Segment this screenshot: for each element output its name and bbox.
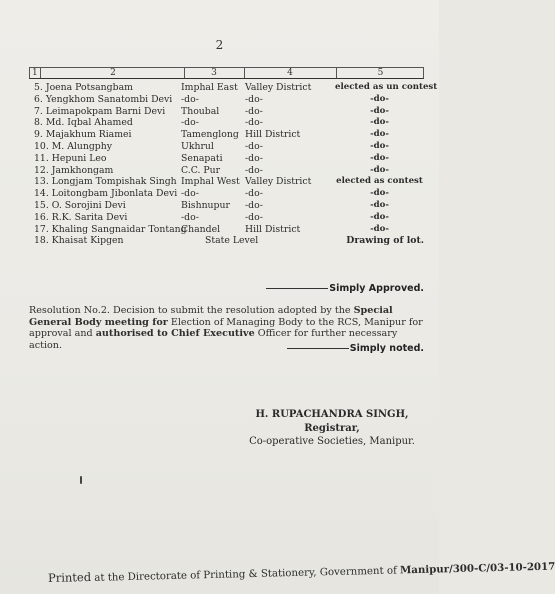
member-district: Chandel	[181, 223, 221, 235]
table-row	[29, 129, 424, 141]
member-name	[34, 212, 127, 224]
member-remark: elected as un contest	[335, 82, 438, 92]
serial-number: 8.	[34, 117, 43, 129]
table-row	[29, 224, 424, 236]
member-name-text: M. Alungphy	[51, 140, 113, 152]
serial-number: 18.	[34, 235, 49, 247]
member-name-text: Jamkhongam	[51, 164, 114, 176]
member-name	[34, 188, 177, 200]
footer-text: at the Directorate of Printing & Stationery, Government of	[90, 565, 401, 584]
member-name	[34, 235, 124, 247]
member-constituency: -do-	[245, 105, 263, 117]
member-constituency: -do-	[245, 93, 263, 105]
member-name-text: Khaling Sangnaidar Tontang	[51, 223, 187, 235]
member-name	[34, 141, 112, 153]
serial-number: 6.	[34, 93, 43, 105]
resolution-text-1: Resolution No.2. Decision to submit the resolution adopted by the	[29, 305, 354, 316]
serial-number: 14.	[34, 188, 49, 200]
member-name	[34, 153, 107, 165]
member-name	[34, 176, 177, 188]
resolution-text-3: Officer for further necessary action.	[29, 328, 398, 351]
table-row	[29, 117, 424, 129]
member-name	[34, 117, 133, 129]
member-remark: -do-	[370, 223, 389, 234]
serial-number: 7.	[34, 105, 43, 117]
member-remark: -do-	[370, 199, 389, 210]
column-header-2: 2	[42, 68, 185, 78]
member-district: Bishnupur	[181, 199, 230, 211]
table-row	[29, 153, 424, 165]
member-name	[34, 224, 187, 236]
member-district: -do-	[181, 93, 199, 105]
column-header-1: 1	[30, 68, 41, 78]
table-body	[29, 82, 438, 247]
resolution-text-2: Election of Managing Body to the RCS, Manipur for approval and	[29, 316, 423, 340]
signatory-designation: Registrar,	[304, 422, 360, 434]
dash-line	[287, 348, 349, 349]
member-remark: -do-	[370, 140, 389, 151]
dash-line	[266, 288, 328, 289]
member-name-text: R.K. Sarita Devi	[51, 211, 128, 223]
member-name	[34, 129, 132, 141]
member-district: Tamenglong	[181, 129, 239, 141]
member-remark: -do-	[370, 93, 389, 104]
serial-number: 9.	[34, 129, 43, 141]
serial-number: 10.	[34, 140, 49, 152]
resolution-bold-1: Special General Body meeting for	[29, 305, 393, 328]
serial-number: 17.	[34, 223, 49, 235]
member-name-text: Hepuni Leo	[51, 152, 107, 164]
member-constituency: Hill District	[245, 129, 301, 141]
member-district: Imphal West	[181, 176, 240, 188]
table-row	[29, 200, 424, 212]
serial-number: 5.	[34, 82, 43, 93]
member-district: Thoubal	[181, 105, 220, 117]
member-remark: elected as contest	[336, 176, 423, 187]
ink-mark	[80, 476, 82, 484]
table-row	[29, 82, 438, 94]
member-constituency: -do-	[245, 117, 263, 129]
approval-note	[260, 283, 424, 294]
member-constituency: Hill District	[245, 223, 301, 235]
member-remark: -do-	[370, 152, 389, 163]
member-constituency: -do-	[245, 152, 263, 164]
member-constituency: Valley District	[245, 176, 312, 188]
member-district: Senapati	[181, 152, 223, 164]
column-header-5: 5	[377, 68, 384, 78]
member-district: Ukhrul	[181, 140, 214, 152]
member-name-text: Khaisat Kipgen	[51, 235, 124, 247]
member-name-text: Yengkhom Sanatombi Devi	[45, 93, 173, 105]
member-constituency: -do-	[245, 199, 263, 211]
member-name	[34, 165, 113, 177]
member-district: -do-	[181, 117, 199, 129]
member-constituency: -do-	[245, 140, 263, 152]
resolution-bold-2: authorised to Chief Executive	[95, 328, 255, 340]
serial-number: 12.	[34, 164, 49, 176]
table-row	[29, 141, 424, 153]
member-name-text: Md. Iqbal Ahamed	[45, 117, 133, 129]
member-name	[34, 82, 133, 94]
member-district: -do-	[181, 188, 199, 200]
member-remark: -do-	[370, 164, 389, 175]
member-constituency: -do-	[245, 211, 263, 223]
signatory-name: H. RUPACHANDRA SINGH,	[255, 409, 409, 420]
approval-text: Simply Approved.	[329, 283, 424, 294]
member-remark: -do-	[370, 188, 389, 199]
member-remark: Drawing of lot.	[346, 235, 424, 247]
member-name-text: Longjam Tompishak Singh	[51, 176, 177, 188]
serial-number: 11.	[34, 152, 49, 164]
member-remark: -do-	[370, 105, 389, 116]
member-name-text: O. Sorojini Devi	[51, 199, 126, 211]
column-header-3: 3	[184, 68, 245, 78]
member-remark: -do-	[370, 129, 389, 140]
member-name-text: Loitongbam Jibonlata Devi	[51, 188, 178, 200]
signatory-office: Co-operative Societies, Manipur.	[249, 436, 415, 447]
member-district: Imphal East	[181, 82, 238, 93]
noted-note	[260, 343, 424, 354]
member-name	[34, 200, 126, 212]
member-level: State Level	[205, 235, 259, 247]
table-row	[29, 94, 424, 106]
serial-number: 13.	[34, 176, 49, 188]
table-header-row	[29, 67, 424, 79]
member-name	[34, 94, 172, 106]
footer-code: Manipur/300-C/03-10-2017	[399, 560, 555, 577]
member-constituency: Valley District	[245, 82, 312, 93]
serial-number: 15.	[34, 199, 49, 211]
member-district: -do-	[181, 211, 199, 223]
member-name-text: Joena Potsangbam	[45, 82, 133, 93]
member-name	[34, 106, 165, 118]
table-row	[29, 235, 424, 247]
member-remark: -do-	[370, 211, 389, 222]
member-name-text: Leimapokpam Barni Devi	[45, 105, 166, 117]
table-row	[29, 106, 424, 118]
members-table	[29, 67, 438, 247]
serial-number: 16.	[34, 211, 49, 223]
noted-text: Simply noted.	[349, 343, 424, 354]
member-constituency: -do-	[245, 188, 263, 200]
table-row	[29, 188, 424, 200]
table-row	[29, 165, 424, 177]
member-name-text: Majakhum Riamei	[45, 129, 132, 141]
member-remark: -do-	[370, 117, 389, 128]
signature-block	[240, 408, 424, 449]
table-row	[29, 212, 424, 224]
table-row	[29, 176, 424, 188]
member-constituency: -do-	[245, 164, 263, 176]
page-number: 2	[215, 38, 224, 52]
footer-printed: Printed	[47, 569, 92, 585]
column-header-4: 4	[244, 68, 337, 78]
member-district: C.C. Pur	[181, 164, 221, 176]
